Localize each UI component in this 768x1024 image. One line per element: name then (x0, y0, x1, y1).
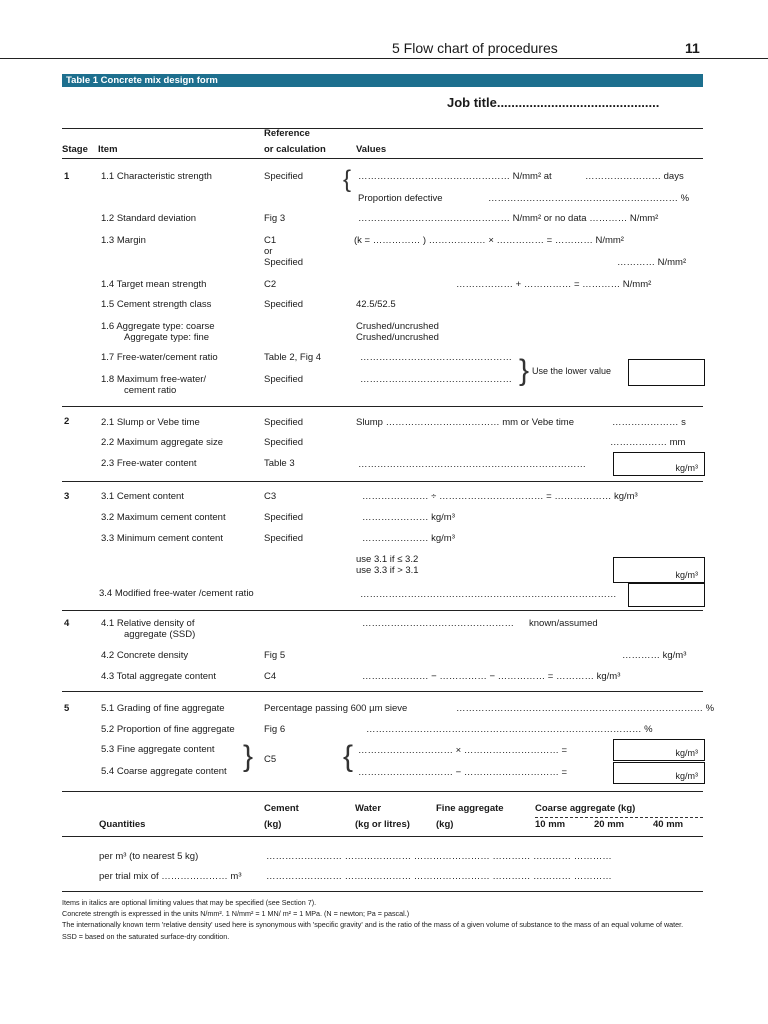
col-reference: Reference (264, 128, 310, 139)
col-fine: Fine aggregate (436, 803, 504, 814)
value-label: Proportion defective (358, 193, 443, 204)
reference: Table 2, Fig 4 (264, 352, 322, 363)
col-cement-unit: (kg) (264, 819, 282, 830)
value-field[interactable]: ………………………………………… (360, 352, 512, 363)
dashed-rule (535, 817, 703, 818)
reference: C5 (264, 754, 277, 765)
header-rule (0, 58, 768, 59)
item-label: 3.3 Minimum cement content (101, 533, 223, 544)
stage-number: 1 (64, 171, 70, 182)
col-item: Item (98, 144, 118, 155)
result-box[interactable] (613, 452, 705, 476)
reference: Specified (264, 374, 304, 385)
lower-value-note: Use the lower value (532, 366, 612, 376)
rule (62, 406, 703, 407)
value-field[interactable]: …………………………………………………………………………… % (366, 724, 653, 735)
col-reference-2: or calculation (264, 144, 326, 155)
reference: C3 (264, 491, 277, 502)
item-label: Aggregate type: fine (124, 332, 210, 343)
reference: Specified (264, 533, 304, 544)
reference: C4 (264, 671, 277, 682)
quantities-label: Quantities (99, 819, 146, 830)
rule-note: use 3.3 if > 3.1 (356, 565, 419, 576)
reference: Specified (264, 171, 304, 182)
value-field[interactable]: ………………… kg/m³ (362, 533, 455, 544)
value-field[interactable]: ……………………………………………………………… (358, 459, 586, 470)
reference: Table 3 (264, 458, 295, 469)
per-trial-values[interactable]: …………………… ………………… …………………… ………… ………… ………… (266, 871, 612, 882)
item-label: 4.3 Total aggregate content (101, 671, 216, 682)
col-10mm: 10 mm (535, 819, 566, 830)
item-label: 3.2 Maximum cement content (101, 512, 226, 523)
item-label: 1.4 Target mean strength (101, 279, 207, 290)
value-field[interactable]: ………………………… − ………………………… = (358, 767, 568, 778)
footnote: Concrete strength is expressed in the units N/mm². 1 N/mm² = 1 MN/ m² = 1 MPa. (N = newton; Pa = pascal.) (62, 909, 410, 918)
col-cement: Cement (264, 803, 299, 814)
col-water: Water (355, 803, 382, 814)
value-field[interactable]: …………………………………………………………………… % (456, 703, 715, 714)
result-box[interactable] (613, 739, 705, 761)
job-title: Job title............................................. (447, 95, 660, 110)
stage-number: 2 (64, 416, 70, 427)
value-field[interactable]: …………………… days (585, 171, 684, 182)
value-field[interactable]: ………… kg/m³ (622, 650, 687, 661)
result-box[interactable] (613, 762, 705, 784)
value-field[interactable]: (k = …………… ) ……………… × …………… = ………… N/mm² (354, 235, 624, 246)
item-label: 2.2 Maximum aggregate size (101, 437, 223, 448)
stage-number: 5 (64, 703, 70, 714)
running-title: 5 Flow chart of procedures (392, 40, 558, 56)
stage-number: 4 (64, 618, 70, 629)
value-option[interactable]: Crushed/uncrushed (356, 321, 439, 332)
per-m3-label: per m³ (to nearest 5 kg) (99, 851, 199, 862)
value-field[interactable]: ………… N/mm² (617, 257, 687, 268)
unit-label: kg/m³ (675, 771, 698, 781)
item-label: 1.1 Characteristic strength (101, 171, 212, 182)
rule (62, 481, 703, 482)
unit-label: kg/m³ (675, 570, 698, 580)
value-field[interactable]: ………………… − …………… − …………… = ………… kg/m³ (362, 671, 621, 682)
rule (62, 791, 703, 792)
value-field[interactable]: ………………………………………… N/mm² at (358, 171, 552, 182)
value-field[interactable]: Slump ……………………………… mm or Vebe time (356, 417, 575, 428)
item-label: 2.3 Free-water content (101, 458, 197, 469)
footnote: The internationally known term 'relative density' used here is synonymous with 'specific gravity' and is the ratio of the mass of a given volume of substance to the mass of an equal volume of water. (62, 920, 684, 929)
brace: { (343, 166, 352, 193)
reference: Specified (264, 299, 304, 310)
item-label: 1.8 Maximum free-water/ (101, 374, 207, 385)
item-label: 1.5 Cement strength class (101, 299, 212, 310)
item-label: 1.3 Margin (101, 235, 146, 246)
reference: or (264, 246, 273, 257)
col-fine-unit: (kg) (436, 819, 454, 830)
item-label: 5.3 Fine aggregate content (101, 744, 215, 755)
reference: Fig 5 (264, 650, 286, 661)
stage-number: 3 (64, 491, 70, 502)
reference: C1 (264, 235, 277, 246)
value-field[interactable]: ………………………… × ………………………… = (358, 745, 568, 756)
col-coarse: Coarse aggregate (kg) (535, 803, 636, 814)
value-field[interactable]: ………………………………………… N/mm² or no data ………… N/mm² (358, 213, 659, 224)
item-label: cement ratio (124, 385, 177, 396)
rule (62, 610, 703, 611)
footnote: SSD = based on the saturated surface-dry condition. (62, 932, 230, 941)
item-label: 4.2 Concrete density (101, 650, 189, 661)
brace: { (343, 740, 354, 773)
reference: Specified (264, 417, 304, 428)
value-field[interactable]: …………………………………………………… % (488, 193, 690, 204)
item-label: 1.6 Aggregate type: coarse (101, 321, 215, 332)
reference: Specified (264, 437, 304, 448)
per-trial-label[interactable]: per trial mix of ………………… m³ (99, 871, 242, 882)
page-number: 11 (685, 40, 700, 56)
rule-note: use 3.1 if ≤ 3.2 (356, 554, 419, 565)
per-m3-values[interactable]: …………………… ………………… …………………… ………… ………… ………… (266, 851, 612, 862)
item-label: 5.1 Grading of fine aggregate (101, 703, 225, 714)
reference: Fig 3 (264, 213, 286, 224)
value-field[interactable]: ………………………………………… (360, 374, 512, 385)
result-box[interactable] (613, 557, 705, 583)
rule (62, 158, 703, 159)
table-title-bar: Table 1 Concrete mix design form (62, 74, 703, 87)
item-label: 4.1 Relative density of (101, 618, 195, 629)
rule (62, 836, 703, 837)
col-20mm: 20 mm (594, 819, 625, 830)
item-label: 1.2 Standard deviation (101, 213, 197, 224)
reference: Percentage passing 600 µm sieve (264, 703, 408, 714)
value-field[interactable]: ……………… mm (610, 437, 686, 448)
value-field[interactable]: ………………… kg/m³ (362, 512, 455, 523)
rule (62, 128, 703, 129)
value-field[interactable]: ………………… s (612, 417, 686, 428)
unit-label: kg/m³ (675, 748, 698, 758)
brace: } (243, 740, 254, 773)
col-water-unit: (kg or litres) (355, 819, 410, 830)
item-label: 2.1 Slump or Vebe time (101, 417, 200, 428)
reference: Specified (264, 512, 304, 523)
col-values: Values (356, 144, 387, 155)
reference: C2 (264, 279, 277, 290)
rule (62, 691, 703, 692)
reference: Fig 6 (264, 724, 286, 735)
item-label: 3.4 Modified free-water /cement ratio (99, 588, 254, 599)
col-40mm: 40 mm (653, 819, 684, 830)
result-box[interactable] (628, 583, 705, 607)
value-field[interactable]: ……………………………………………………………………… (360, 589, 617, 600)
value-field[interactable]: ………………………………………… (362, 618, 514, 629)
value-option[interactable]: 42.5/52.5 (356, 299, 396, 310)
rule (62, 891, 703, 892)
value-field[interactable]: ……………… + …………… = ………… N/mm² (456, 279, 652, 290)
result-box[interactable] (628, 359, 705, 386)
item-label: 1.7 Free-water/cement ratio (101, 352, 218, 363)
item-label: 3.1 Cement content (101, 491, 184, 502)
brace: } (519, 354, 530, 387)
item-label: 5.2 Proportion of fine aggregate (101, 724, 235, 735)
value-field[interactable]: ………………… ÷ …………………………… = ……………… kg/m³ (362, 491, 638, 502)
item-label: 5.4 Coarse aggregate content (101, 766, 227, 777)
unit-label: kg/m³ (675, 463, 698, 473)
reference: Specified (264, 257, 304, 268)
col-stage: Stage (62, 144, 88, 155)
value-option[interactable]: known/assumed (529, 618, 598, 629)
item-label: aggregate (SSD) (124, 629, 196, 640)
footnote: Items in italics are optional limiting values that may be specified (see Section 7). (62, 898, 317, 907)
value-option[interactable]: Crushed/uncrushed (356, 332, 439, 343)
